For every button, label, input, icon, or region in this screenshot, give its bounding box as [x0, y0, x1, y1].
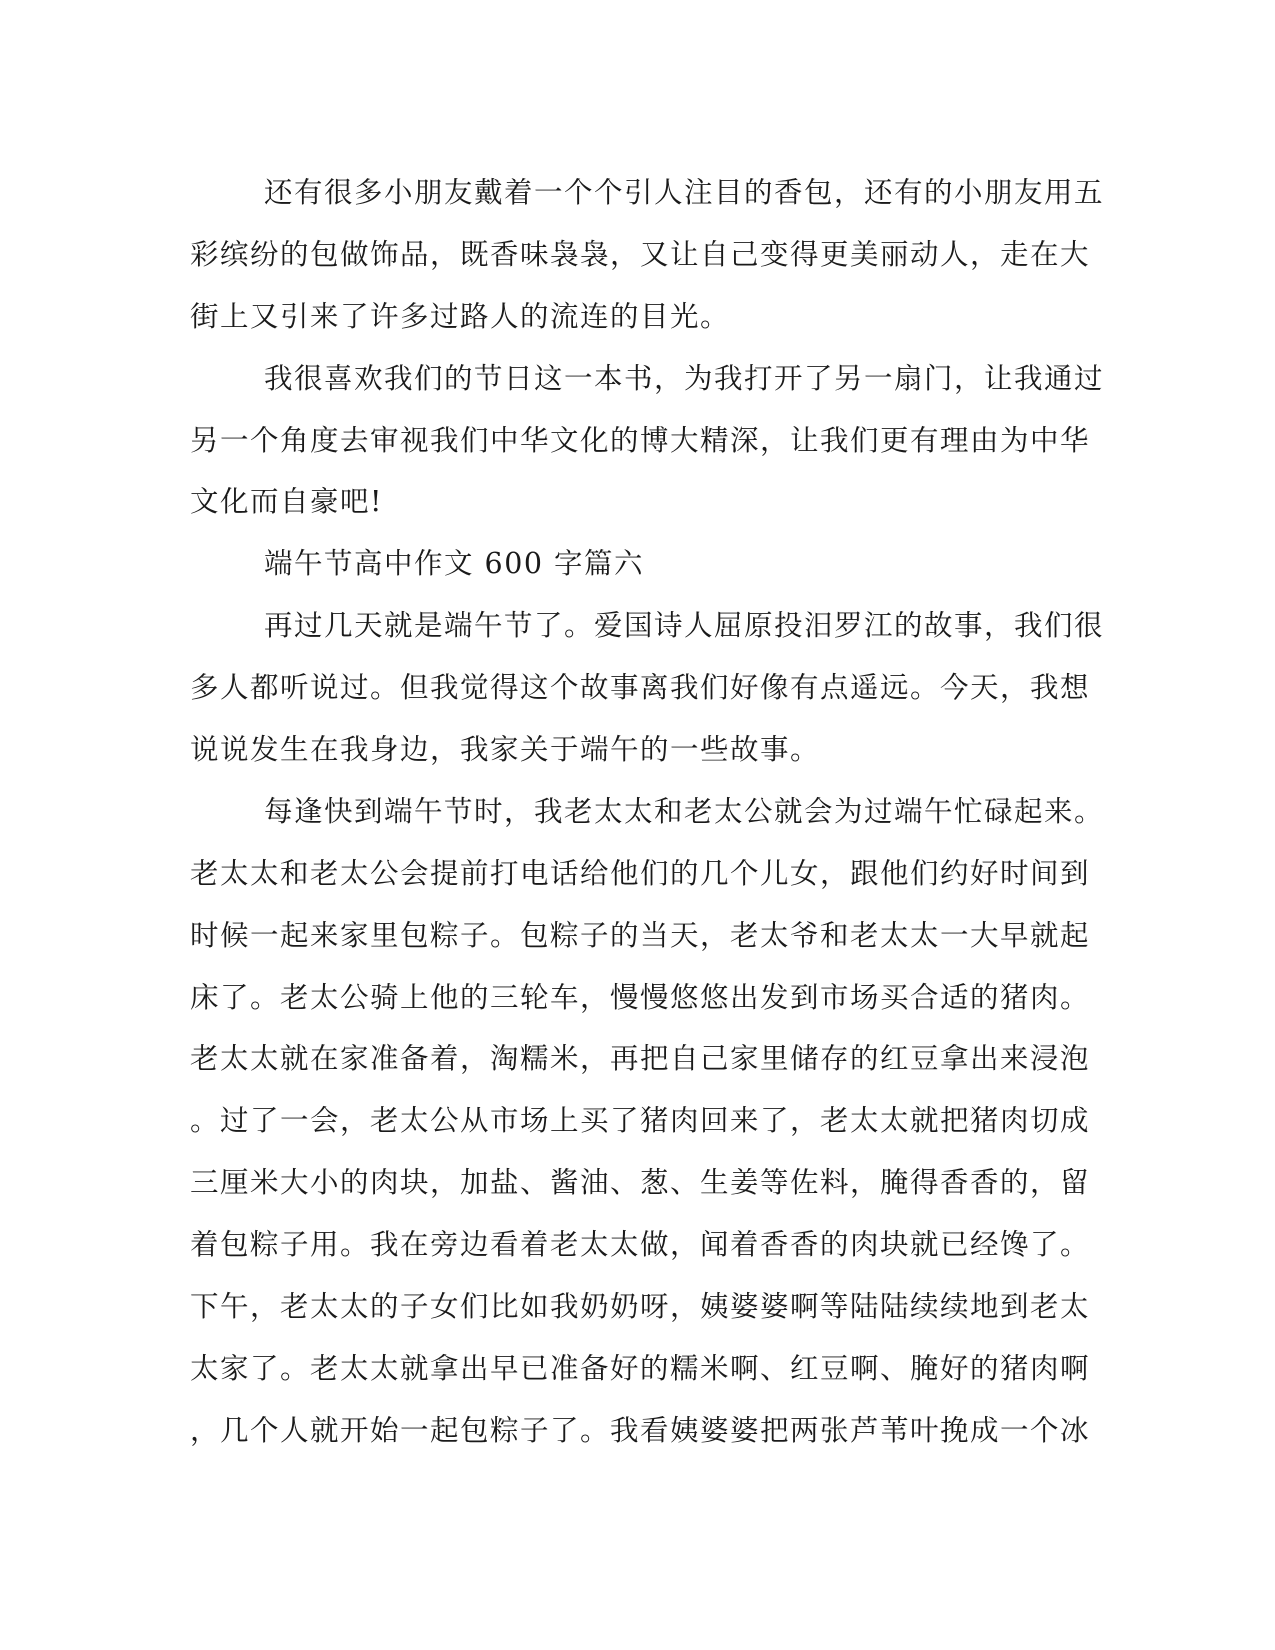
text-line: 太家了。老太太就拿出早已准备好的糯米啊、红豆啊、腌好的猪肉啊 — [190, 1351, 1091, 1385]
section-heading: 端午节高中作文 600 字篇六 — [264, 547, 645, 581]
text-line: 我很喜欢我们的节日这一本书，为我打开了另一扇门，让我通过 — [264, 361, 1105, 395]
text-line: 多人都听说过。但我觉得这个故事离我们好像有点遥远。今天，我想 — [190, 671, 1091, 705]
text-line: 三厘米大小的肉块，加盐、酱油、葱、生姜等佐料，腌得香香的，留 — [190, 1166, 1091, 1200]
text-line: 时候一起来家里包粽子。包粽子的当天，老太爷和老太太一大早就起 — [190, 918, 1091, 952]
text-line: 老太太和老太公会提前打电话给他们的几个儿女，跟他们约好时间到 — [190, 856, 1091, 890]
text-line: 另一个角度去审视我们中华文化的博大精深，让我们更有理由为中华 — [190, 423, 1091, 457]
document-body — [190, 162, 1105, 1462]
text-line: 街上又引来了许多过路人的流连的目光。 — [190, 299, 731, 333]
text-line: ，几个人就开始一起包粽子了。我看姨婆婆把两张芦苇叶挽成一个冰 — [190, 1413, 1091, 1447]
text-line: 还有很多小朋友戴着一个个引人注目的香包，还有的小朋友用五 — [264, 176, 1105, 209]
text-line: 再过几天就是端午节了。爱国诗人屈原投汨罗江的故事，我们很 — [264, 609, 1105, 643]
text-line: 。过了一会，老太公从市场上买了猪肉回来了，老太太就把猪肉切成 — [190, 1104, 1091, 1138]
text-line: 说说发生在我身边，我家关于端午的一些故事。 — [190, 733, 821, 767]
text-line: 下午，老太太的子女们比如我奶奶呀，姨婆婆啊等陆陆续续地到老太 — [190, 1290, 1091, 1324]
text-line: 彩缤纷的包做饰品，既香味袅袅，又让自己变得更美丽动人，走在大 — [190, 237, 1091, 271]
text-line: 着包粽子用。我在旁边看着老太太做，闻着香香的肉块就已经馋了。 — [190, 1228, 1091, 1262]
text-line: 老太太就在家准备着，淘糯米，再把自己家里储存的红豆拿出来浸泡 — [190, 1042, 1091, 1076]
text-line: 文化而自豪吧! — [190, 485, 383, 519]
text-line: 床了。老太公骑上他的三轮车，慢慢悠悠出发到市场买合适的猪肉。 — [190, 980, 1091, 1014]
text-line: 每逢快到端午节时，我老太太和老太公就会为过端午忙碌起来。 — [264, 794, 1105, 828]
